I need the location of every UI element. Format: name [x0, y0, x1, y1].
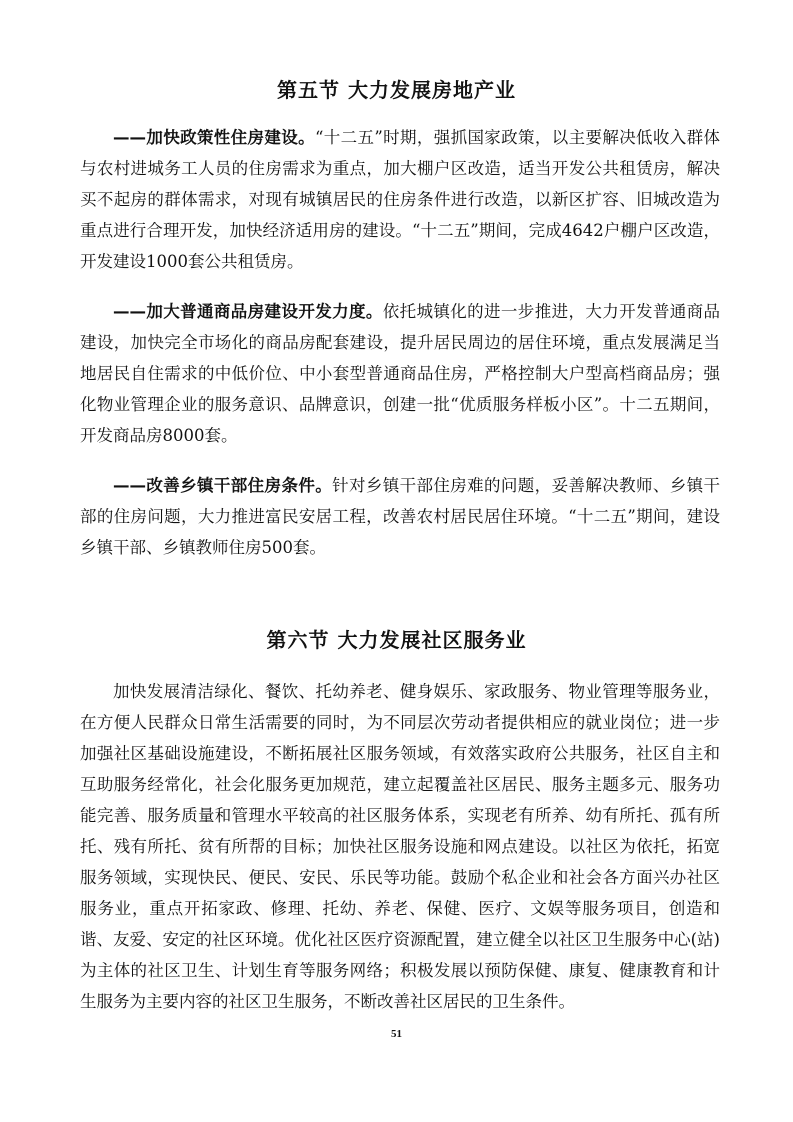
paragraph-policy-housing-text: “十二五”时期，强抓国家政策，以主要解决低收入群体与农村进城务工人员的住房需求为重点，加大棚户区改造，适当开发公共租赁房，解决买不起房的群体需求，对现有城镇居民的住房条件进行改造，以新区扩容、旧城改造为重点进行合理开发，加快经济适用房的建设。“十二五”期间，完成4642户棚户区改造，开发建设1000套公共租赁房。	[80, 128, 720, 271]
paragraph-township-housing-text: 针对乡镇干部住房难的问题，妥善解决教师、乡镇干部的住房问题，大力推进富民安居工程，改善农村居民居住环境。“十二五”期间，建设乡镇干部、乡镇教师住房500套。	[80, 476, 721, 557]
section-6-title: 第六节 大力发展社区服务业	[266, 628, 527, 652]
paragraph-policy-housing-lead: ——加快政策性住房建设。	[113, 128, 315, 147]
paragraph-township-housing-lead: ——改善乡镇干部住房条件。	[113, 476, 333, 495]
paragraph-commercial-housing	[80, 296, 720, 451]
paragraph-commercial-housing-lead: ——加大普通商品房建设开发力度。	[113, 302, 383, 321]
page-number: 51	[391, 1028, 402, 1040]
paragraph-community-services: 加快发展清洁绿化、餐饮、托幼养老、健身娱乐、家政服务、物业管理等服务业，在方便人民群众日常生活需要的同时，为不同层次劳动者提供相应的就业岗位；进一步加强社区基础设施建设，不断拓展社区服务领域，有效落实政府公共服务，社区自主和互助服务经常化，社会化服务更加规范，建立起覆盖社区居民、服务主题多元、服务功能完善、服务质量和管理水平较高的社区服务体系，实现老有所养、幼有所托、孤有所托、残有所托、贫有所帮的目标；加快社区服务设施和网点建设。以社区为依托，拓宽服务领域，实现快民、便民、安民、乐民等功能。鼓励个私企业和社会各方面兴办社区服务业，重点开拓家政、修理、托幼、养老、保健、医疗、文娱等服务项目，创造和谐、友爱、安定的社区环境。优化社区医疗资源配置，建立健全以社区卫生服务中心(站)为主体的社区卫生、计划生育等服务网络；积极发展以预防保健、康复、健康教育和计生服务为主要内容的社区卫生服务，不断改善社区居民的卫生条件。	[80, 682, 720, 1011]
section-5-title: 第五节 大力发展房地产业	[277, 78, 516, 102]
paragraph-commercial-housing-text: 依托城镇化的进一步推进，大力开发普通商品建设，加快完全市场化的商品房配套建设，提升居民周边的居住环境，重点发展满足当地居民自住需求的中低价位、中小套型普通商品住房，严格控制大户型高档商品房；强化物业管理企业的服务意识、品牌意识，创建一批“优质服务样板小区”。十二五期间，开发商品房8000套。	[80, 302, 721, 445]
paragraph-policy-housing	[80, 122, 720, 277]
paragraph-township-housing	[80, 470, 720, 563]
